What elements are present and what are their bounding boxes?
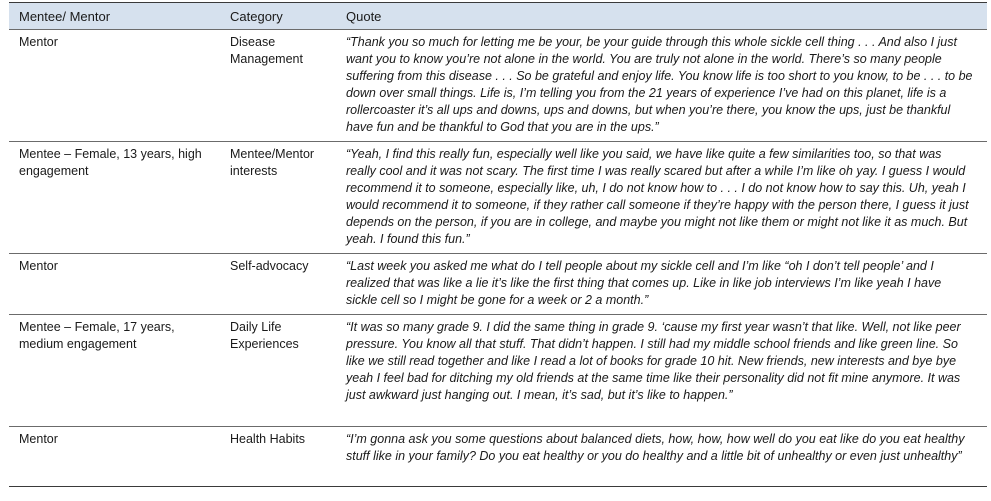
cell-quote: “It was so many grade 9. I did the same thing in grade 9. ‘cause my first year wasn’t that like. Well, not like peer pressure. You know all that stuff. That didn’t happen. I still had my middle school friends and like green line. So like we still read together and like I read a lot of books for grade 10 hit. New friends, new interests and bye bye yeah I feel bad for ditching my old friends at the same time like their personality did not fit mine anymore. It was just awkward just hanging out. I mean, it’s sad, but it’s like to happen.”: [346, 320, 961, 402]
cell-category: Self-advocacy: [220, 254, 336, 315]
cell-role: Mentee – Female, 17 years, medium engagement: [19, 320, 175, 351]
cell-quote: “Last week you asked me what do I tell people about my sickle cell and I’m like “oh I don’t tell people’ and I realized that was like a lie it’s like the first thing that comes up. Like in like job interviews I’m like yeah I have sickle cell so I might be gone for a week or 2 a month.”: [336, 254, 987, 315]
table-body: [9, 30, 987, 487]
table-row: [9, 427, 987, 487]
cell-quote: “Yeah, I find this really fun, especially well like you said, we have like quite a few similarities too, so that was really cool and it was not scary. The first time I was really scared but after a while I’m like oh yay. I guess I would recommend it to someone, especially like, uh, I do not know how to . . . I do not know how to say this. Uh, yeah I would recommend it to someone, if they rather call someone if they’re happy with the person there, I guess it just depends on the person, if you are in college, and maybe you might not like them or might not like it as much. But yeah. I found this fun.”: [346, 147, 969, 246]
header-mentee-mentor: Mentee/ Mentor: [19, 9, 111, 24]
cell-role: Mentor: [9, 30, 220, 142]
cell-role: Mentor: [9, 427, 220, 487]
cell-role: Mentee – Female, 13 years, high engagement: [19, 147, 202, 178]
cell-quote: “I’m gonna ask you some questions about balanced diets, how, how, how well do you eat like do you eat healthy stuff like in your family? Do you eat healthy or you do healthy and a little bit of unhealthy or even just unhealthy”: [336, 427, 987, 487]
table-row: [9, 315, 987, 427]
header-quote: Quote: [346, 9, 382, 24]
table-header: [9, 3, 987, 30]
table-row: [9, 142, 987, 254]
table-row: [9, 30, 987, 142]
table-row: [9, 254, 987, 315]
cell-category: Disease Management: [220, 30, 336, 142]
cell-category: Mentee/Mentor interests: [230, 147, 315, 178]
cell-role: Mentor: [9, 254, 220, 315]
cell-category: Health Habits: [220, 427, 336, 487]
quotes-table: [9, 2, 987, 487]
header-row: [9, 3, 987, 30]
cell-category: Daily Life Experiences: [230, 320, 299, 351]
header-category: Category: [230, 9, 283, 24]
cell-quote: “Thank you so much for letting me be your, be your guide through this whole sickle cell thing . . . And also I just want you to know you’re not alone in the world. You are truly not alone in the world. There’s so many people suffering from this disease . . . So be grateful and enjoy life. You know life is too short to you know, to be . . . to be down over small things. Life is, I’m telling you from the 21 years of experience I’ve had on this planet, life is a rollercoaster it’s all ups and downs, ups and downs, but when you’re there, you know the ups, just be thankful have fun and be thankful to God that you are in the ups.”: [336, 30, 987, 142]
